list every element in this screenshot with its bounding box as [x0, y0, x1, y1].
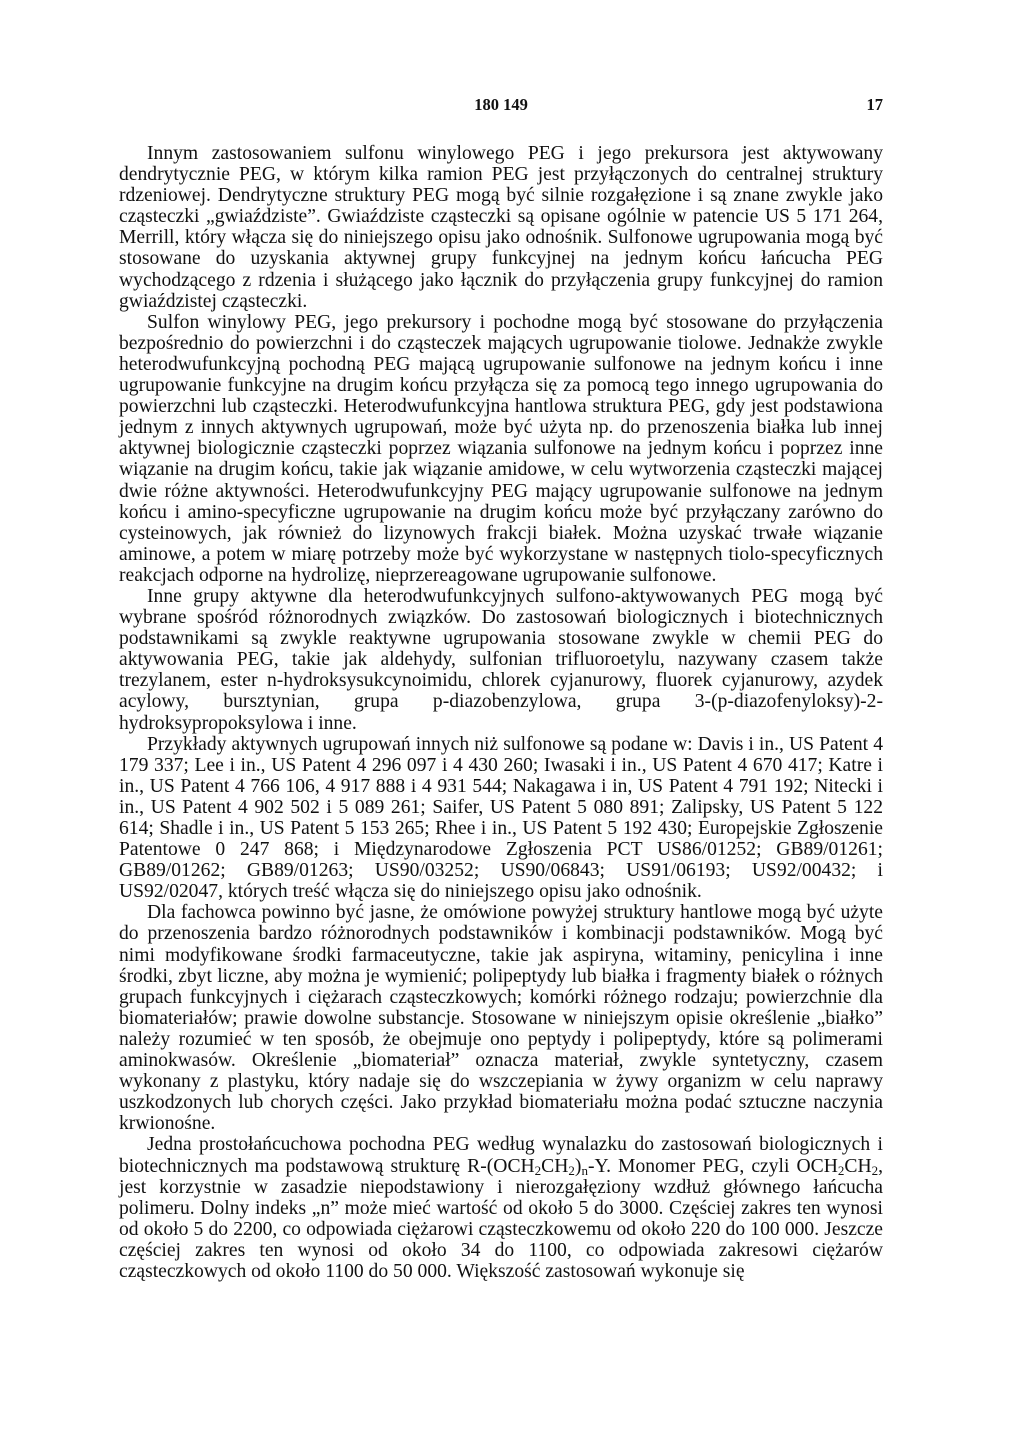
paragraph: Innym zastosowaniem sulfonu winylowego PEG i jego prekursora jest aktywowany dendrytycznie PEG, w którym kilka ramion PEG jest przyłączonych do centralnej struktury rdzeniowej. Dendrytyczne struktury PEG mogą być silnie rozgałęzione i są znane zwykle jako cząsteczki „gwiaździste”. Gwiaździste cząsteczki są opisane ogólnie w patencie US 5 171 264, Merrill, który włącza się do niniejszego opisu jako odnośnik. Sulfonowe ugrupowania mogą być stosowane do uzyskania aktywnej grupy funkcyjnej na jednym końcu łańcucha PEG wychodzącego z rdzenia i służącego jako łącznik do przyłączenia grupy funkcyjnej do ramion gwiaździstej cząsteczki.	[119, 143, 883, 312]
text-segment: CH	[541, 1155, 569, 1177]
paragraph-formula	[119, 1134, 883, 1282]
paragraph: Sulfon winylowy PEG, jego prekursory i pochodne mogą być stosowane do przyłączenia bezpośrednio do powierzchni i do cząsteczek mających ugrupowanie tiolowe. Jednakże zwykle heterodwufunkcyjną pochodną PEG mającą ugrupowanie sulfonowe na jednym końcu i inne ugrupowanie funkcyjne na drugim końcu przyłącza się za pomocą tego innego ugrupowania do powierzchni lub cząsteczki. Heterodwufunkcyjna hantlowa struktura PEG, gdy jest podstawiona jednym z innych aktywnych ugrupowań, może być użyta np. do przenoszenia białka lub innej aktywnej biologicznie cząsteczki poprzez wiązania sulfonowe na jednym końcu i poprzez inne wiązanie na drugim końcu, takie jak wiązanie amidowe, w celu wytworzenia cząsteczki mającej dwie różne aktywności. Heterodwufunkcyjny PEG mający ugrupowanie sulfonowe na jednym końcu i amino-specyficzne ugrupowanie na drugim końcu może być przyłączany zarówno do cysteinowych, jak również do lizynowych frakcji białek. Można uzyskać trwałe wiązanie aminowe, a potem w miarę potrzeby może być wykorzystane w następnych tiolo-specyficznych reakcjach odporne na hydrolizę, nieprzereagowane ugrupowanie sulfonowe.	[119, 311, 883, 586]
subscript: 2	[871, 1162, 879, 1178]
page-header	[119, 95, 883, 117]
text-segment: Jedna prostołańcuchowa pochodna PEG według wynalazku do zastosowań biologicznych i biotechnicznych ma podstawową strukturę R-(OCH	[119, 1134, 883, 1177]
subscript: n	[581, 1162, 588, 1178]
text-segment: -Y. Monomer PEG, czyli OCH	[587, 1155, 838, 1177]
text-segment: , jest korzystnie w zasadzie niepodstawiony i nierozgałęziony wzdłuż głównego łańcucha polimeru. Dolny indeks „n” może mieć wartość od około 5 do 3000. Częściej zakres ten wynosi od około 5 do 2200, co odpowiada ciężarowi cząsteczkowemu od około 220 do 100 000. Jeszcze częściej zakres ten wynosi od około 34 do 1100, co odpowiada zakresowi ciężarów cząsteczkowych od około 1100 do 50 000. Większość zastosowań wykonuje się	[119, 1155, 884, 1282]
text-segment: CH	[844, 1155, 872, 1177]
page-number: 17	[866, 95, 883, 114]
subscript: 2	[837, 1162, 845, 1178]
text-segment: )	[574, 1155, 582, 1177]
paragraph: Przykłady aktywnych ugrupowań innych niż sulfonowe są podane w: Davis i in., US Patent 4 179 337; Lee i in., US Patent 4 296 097 i 4 430 260; Iwasaki i in., US Patent 4 670 417; Katre i in., US Patent 4 766 106, 4 917 888 i 4 931 544; Nakagawa i in, US Patent 4 791 192; Nitecki i in., US Patent 4 902 502 i 5 089 261; Saifer, US Patent 5 080 891; Zalipsky, US Patent 5 122 614; Shadle i in., US Patent 5 153 265; Rhee i in., US Patent 5 192 430; Europejskie Zgłoszenie Patentowe 0 247 868; i Międzynarodowe Zgłoszenia PCT US86/01252; GB89/01261; GB89/01262; GB89/01263; US90/03252; US90/06843; US91/06193; US92/00432; i US92/02047, których treść włącza się do niniejszego opisu jako odnośnik.	[119, 733, 883, 903]
paragraph: Inne grupy aktywne dla heterodwufunkcyjnych sulfono-aktywowanych PEG mogą być wybrane spośród różnorodnych związków. Do zastosowań biologicznych i biotechnicznych podstawnikami są zwykle reaktywne ugrupowania stosowane zwykle w chemii PEG do aktywowania PEG, takie jak aldehydy, sulfonian trifluoroetylu, nazywany czasem także trezylanem, ester n-hydroksysukcynoimidu, chlorek cyjanurowy, fluorek cyjanurowy, azydek acylowy, bursztynian, grupa p-diazobenzylowa, grupa 3-(p-diazofenyloksy)-2-hydroksypropoksylowa i inne.	[119, 585, 883, 734]
document-number: 180 149	[474, 95, 528, 114]
subscript: 2	[568, 1162, 575, 1178]
body-text	[119, 143, 883, 1282]
paragraph: Dla fachowca powinno być jasne, że omówione powyżej struktury hantlowe mogą być użyte do przenoszenia bardzo różnorodnych podstawników i kombinacji podstawników. Mogą być nimi modyfikowane środki farmaceutyczne, takie jak aspiryna, witaminy, penicylina i inne środki, zbyt liczne, aby można je wymienić; polipeptydy lub białka i fragmenty białek o różnych grupach funkcyjnych i ciężarach cząsteczkowych; komórki różnego rodzaju; powierzchnie dla biomateriałów; prawie dowolne substancje. Stosowane w niniejszym opisie określenie „białko” należy rozumieć w ten sposób, że obejmuje ono peptydy i polipeptydy, które są polimerami aminokwasów. Określenie „biomateriał” oznacza materiał, zwykle syntetyczny, czasem wykonany z plastyku, który nadaje się do wszczepiania w żywy organizm w celu naprawy uszkodzonych lub chorych części. Jako przykład biomateriału można podać sztuczne naczynia krwionośne.	[119, 902, 883, 1135]
subscript: 2	[534, 1162, 542, 1178]
